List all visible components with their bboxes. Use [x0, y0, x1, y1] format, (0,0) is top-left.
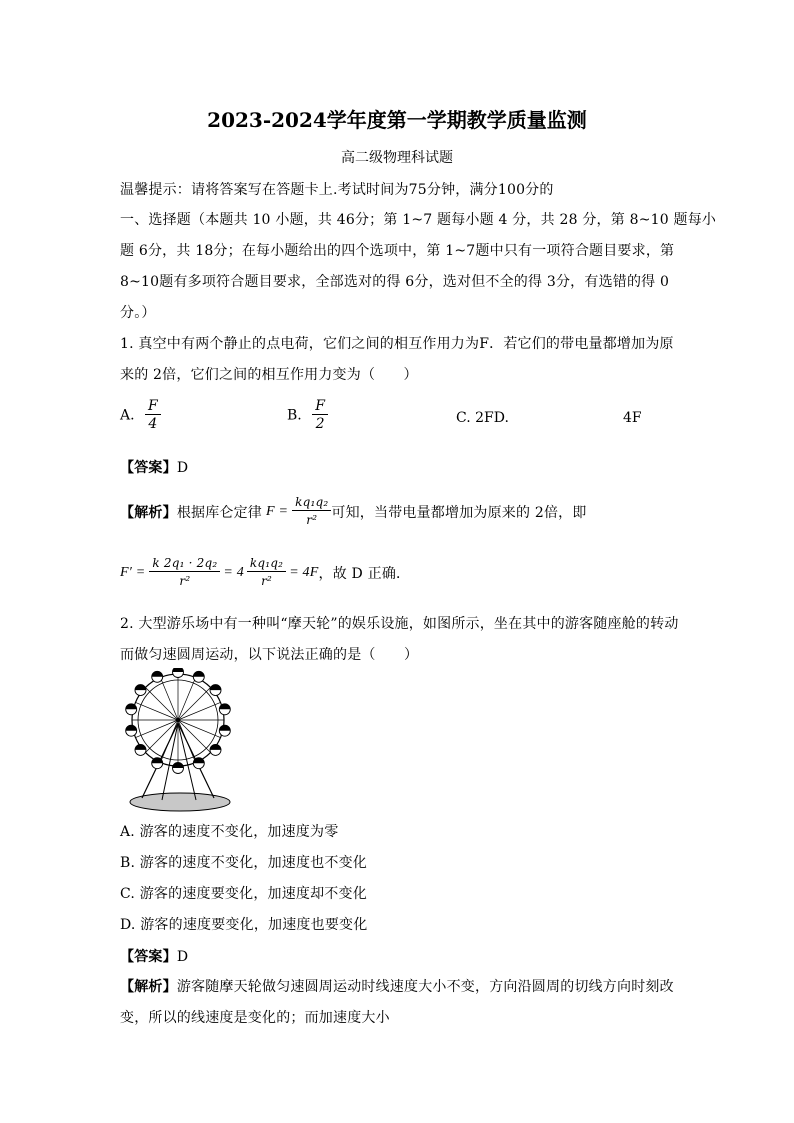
question-1-stem-line-1: 1. 真空中有两个静止的点电荷，它们之间的相互作用力为F．若它们的带电量都增加为原: [120, 336, 674, 352]
ferris-cabin: [173, 763, 184, 774]
question-1-option-c-d: C. 2FD.: [456, 410, 509, 426]
coulomb-law-denominator: r²: [306, 513, 318, 527]
calc-middle: = 4: [223, 564, 244, 580]
answer-tag: 【答案】: [120, 460, 177, 476]
ferris-cabin: [210, 744, 221, 755]
question-2-option-d: D. 游客的速度要变化，加速度也要变化: [120, 917, 368, 933]
question-1-answer: [120, 457, 188, 477]
question-2-option-b: B. 游客的速度不变化，加速度也不变化: [120, 855, 367, 871]
section-instructions-line-3: 8~10题有多项符合题目要求，全部选对的得 6分，选对但不全的得 3分，有选错的得 0: [120, 274, 670, 290]
analysis-text-post: 可知，当带电量都增加为原来的 2倍，即: [331, 504, 587, 521]
calc-fraction-1: [149, 555, 220, 590]
calc-lhs: F′ =: [120, 564, 146, 580]
ferris-cabin: [219, 704, 230, 715]
option-a-denominator: 4: [148, 416, 158, 432]
question-2-option-c: C. 游客的速度要变化，加速度却不变化: [120, 886, 367, 902]
ferris-cabin: [135, 744, 146, 755]
question-1-option-d-value: 4F: [623, 410, 642, 426]
calc-result: = 4F: [289, 564, 319, 580]
ferris-cabin: [193, 671, 204, 682]
analysis-tag: 【解析】: [120, 504, 177, 521]
answer-tag: 【答案】: [120, 949, 177, 965]
question-2-analysis-line-1: [120, 976, 674, 996]
ferris-cabin: [126, 704, 137, 715]
page-title: 2023-2024学年度第一学期教学质量监测: [207, 108, 587, 132]
calc-fraction-2: [247, 555, 286, 590]
analysis-text: 游客随摩天轮做匀速圆周运动时线速度大小不变，方向沿圆周的切线方向时刻改: [176, 979, 674, 995]
answer-value: D: [176, 460, 189, 476]
ferris-cabin: [152, 758, 163, 769]
calc-numerator-1: k 2q₁ · 2q₂: [149, 555, 220, 572]
question-2-analysis-line-2: 变，所以的线速度是变化的；而加速度大小: [120, 1010, 390, 1026]
option-b-fraction: [312, 398, 328, 433]
option-a-fraction: [145, 398, 161, 433]
question-1-option-a: [120, 398, 161, 433]
analysis-text-pre: 根据库仑定律: [176, 504, 263, 521]
option-b-numerator: F: [312, 398, 328, 415]
ferris-spoke: [178, 720, 211, 753]
option-b-denominator: 2: [315, 416, 325, 432]
page-subtitle: 高二级物理科试题: [341, 150, 453, 166]
question-1-stem-line-2: 来的 2倍，它们之间的相互作用力变为（ ）: [120, 367, 418, 383]
question-2-stem-line-1: 2. 大型游乐场中有一种叫“摩天轮”的娱乐设施，如图所示，坐在其中的游客随座舱的转动: [120, 616, 679, 632]
ferris-cabin: [219, 725, 230, 736]
question-2-answer: [120, 946, 188, 966]
ferris-cabin: [173, 668, 184, 678]
ferris-cabin: [210, 685, 221, 696]
calc-denominator-2: r²: [261, 574, 273, 588]
option-a-label: A.: [120, 407, 135, 424]
ferris-spoke: [178, 688, 211, 721]
answer-value: D: [176, 949, 189, 965]
ferris-cabin: [126, 725, 137, 736]
question-1-option-b: [287, 398, 328, 433]
ferris-cabin: [193, 758, 204, 769]
calc-conclusion: ，故 D 正确．: [318, 565, 411, 582]
question-1-analysis-line-1: [120, 494, 587, 529]
section-instructions-line-2: 题 6分，共 18分；在每小题给出的四个选项中，第 1~7题中只有一项符合题目要求，第: [120, 243, 675, 259]
ferris-wheel-figure: [118, 668, 258, 813]
ferris-cabin: [152, 671, 163, 682]
section-instructions-line-4: 分。）: [120, 305, 156, 321]
calc-numerator-2: kq₁q₂: [247, 555, 286, 572]
question-2-stem-line-2: 而做匀速圆周运动，以下说法正确的是（ ）: [120, 647, 419, 663]
option-b-label: B.: [287, 407, 302, 424]
calc-denominator-1: r²: [179, 574, 191, 588]
exam-notice: 温馨提示：请将答案写在答题卡上.考试时间为75分钟，满分100分的: [120, 182, 554, 198]
option-a-numerator: F: [145, 398, 161, 415]
coulomb-law-lhs: F =: [266, 503, 289, 519]
section-instructions-line-1: 一、选择题（本题共 10 小题，共 46分；第 1~7 题每小题 4 分，共 28 分，第 8~10 题每小: [120, 212, 717, 228]
ferris-hub: [176, 718, 180, 722]
ferris-cabin: [135, 685, 146, 696]
question-2-option-a: A. 游客的速度不变化，加速度为零: [120, 824, 339, 840]
coulomb-law-numerator: kq₁q₂: [292, 494, 331, 511]
coulomb-law-fraction: [292, 494, 331, 529]
ferris-spoke: [146, 688, 179, 721]
question-1-calculation: [120, 555, 410, 590]
analysis-tag: 【解析】: [120, 979, 177, 995]
